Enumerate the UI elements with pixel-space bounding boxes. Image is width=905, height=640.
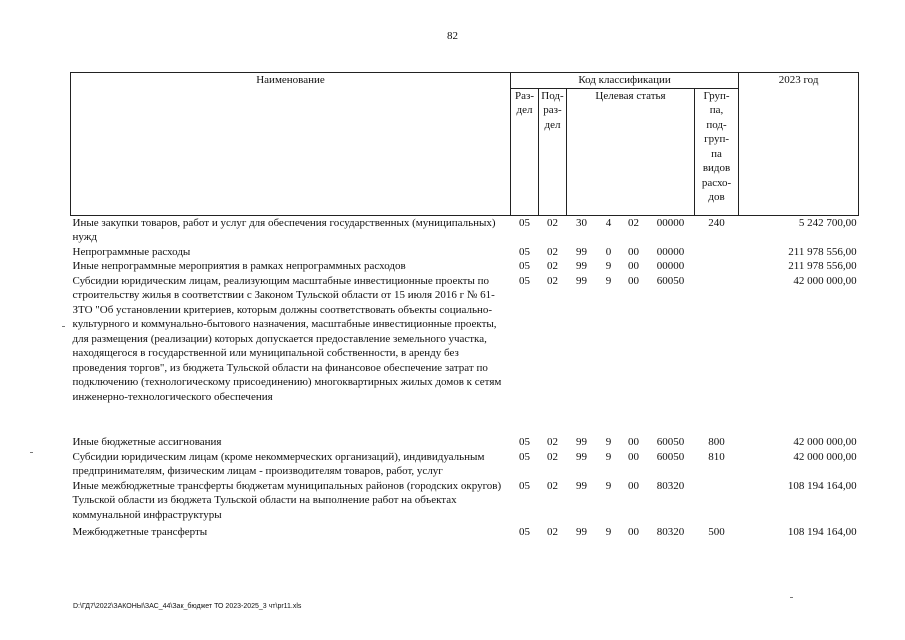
row-target-2: 9: [605, 450, 612, 463]
budget-table: [70, 72, 859, 540]
row-target-2: 0: [605, 245, 612, 258]
table-row: [71, 215, 859, 245]
table-row: [71, 274, 859, 436]
header-group-line: Груп-: [703, 89, 730, 102]
header-podrazdel-line: Под-: [541, 89, 564, 102]
row-target-1: 99: [576, 479, 587, 492]
row-target-1: 99: [576, 245, 587, 258]
row-group: [695, 274, 739, 436]
header-group-line: груп-: [704, 133, 729, 145]
table-row: [71, 522, 859, 540]
row-target-4: 60050: [656, 436, 685, 448]
row-target-4: 60050: [656, 450, 685, 463]
row-name: Субсидии юридическим лицам, реализующим масштабные инвестиционные проекты по строительству жилья в соответствии с Законом Тульской области от 15 июля 2016 г № 61-ЗТО "Об установлении критериев, которым должны соответствовать объекты социально-культурного и коммунально-бытового назначения, масштабные инвестиционные проекты, для размещения (реализации) которых допускается предоставление земельного участка, находящегося в государственной или муниципальной собственности, в аренду без проведения торгов", из бюджета Тульской области на финансовое обеспечение затрат по подключению (технологическому присоединению) многоквартирных жилых домов к сетям инженерно-технологического обеспечения: [72, 274, 502, 403]
row-name: Непрограммные расходы: [72, 245, 191, 258]
row-target-3: 02: [628, 216, 639, 229]
row-podrazdel: 02: [547, 260, 558, 272]
header-podrazdel-line: дел: [544, 118, 561, 131]
row-name: Иные закупки товаров, работ и услуг для обеспечения государственных (муниципальных) нужд: [72, 216, 496, 243]
scan-speck: [62, 326, 65, 327]
row-podrazdel: 02: [547, 479, 558, 492]
row-target-2: 9: [605, 274, 612, 287]
row-target-3: 00: [628, 274, 639, 287]
row-target-3: 00: [628, 436, 639, 448]
table-row: [71, 259, 859, 274]
row-target-1: 99: [576, 260, 587, 272]
header-razdel-line: Раз-: [514, 89, 534, 102]
row-group: [695, 245, 739, 260]
row-target-3: 00: [628, 260, 639, 272]
row-group: [695, 479, 739, 523]
row-podrazdel: 02: [547, 274, 558, 287]
row-name: Субсидии юридическим лицам (кроме некоммерческих организаций), индивидуальным предпринимателям, физическим лицам - производителям товаров, работ, услуг: [72, 450, 485, 477]
row-target-3: 00: [628, 479, 639, 492]
header-razdel-line: дел: [516, 104, 533, 116]
scan-speck: [790, 597, 793, 598]
header-target: Целевая статья: [567, 88, 695, 215]
row-target-3: 00: [628, 450, 639, 463]
row-target-2: 4: [605, 216, 612, 229]
header-group-line: расхо-: [701, 176, 732, 189]
row-amount: 108 194 164,00: [787, 526, 857, 538]
table-row: [71, 479, 859, 523]
row-target-4: 00000: [656, 216, 685, 229]
row-amount: 211 978 556,00: [788, 245, 857, 258]
header-group-line: видов: [702, 162, 731, 174]
row-name: Иные бюджетные ассигнования: [72, 436, 222, 448]
row-name: Межбюджетные трансферты: [72, 526, 208, 538]
header-podrazdel-line: раз-: [543, 104, 562, 116]
row-target-2: 9: [605, 436, 612, 448]
row-target-3: 00: [628, 245, 639, 258]
row-target-1: 99: [576, 274, 587, 287]
header-group-line: па: [711, 147, 722, 160]
row-amount: 211 978 556,00: [788, 260, 857, 272]
row-amount: 5 242 700,00: [798, 216, 857, 229]
header-code-classification: Код классификации: [511, 73, 739, 89]
row-target-4: 00000: [656, 245, 685, 258]
header-group-line: под-: [706, 118, 727, 131]
row-name: Иные межбюджетные трансферты бюджетам муниципальных районов (городских округов) Тульской области из бюджета Тульской области на выполнение работ на объектах коммунальной инфраструктуры: [72, 479, 502, 521]
row-group: 800: [708, 436, 725, 448]
header-podrazdel: [539, 88, 567, 215]
row-target-4: 60050: [656, 274, 685, 287]
row-amount: 42 000 000,00: [793, 436, 857, 448]
header-razdel: [511, 88, 539, 215]
row-podrazdel: 02: [547, 526, 558, 538]
row-target-1: 30: [576, 216, 587, 229]
row-target-2: 9: [605, 479, 612, 492]
row-name: Иные непрограммные мероприятия в рамках непрограммных расходов: [72, 260, 406, 272]
row-target-1: 99: [576, 436, 587, 448]
page-number: 82: [447, 30, 458, 42]
row-target-2: 9: [605, 526, 612, 538]
row-group: [695, 259, 739, 274]
header-group-line: дов: [708, 191, 725, 203]
row-group: 500: [708, 526, 725, 538]
header-group-line: па,: [709, 104, 724, 116]
row-amount: 42 000 000,00: [793, 450, 857, 463]
row-target-3: 00: [628, 526, 639, 538]
row-amount: 108 194 164,00: [787, 479, 857, 492]
table-row: [71, 450, 859, 479]
scan-speck: [30, 452, 33, 453]
row-target-1: 99: [576, 450, 587, 463]
row-razdel: 05: [519, 436, 530, 448]
header-year: 2023 год: [739, 73, 859, 216]
table-row: [71, 245, 859, 260]
row-target-1: 99: [576, 526, 587, 538]
row-podrazdel: 02: [547, 450, 558, 463]
header-group: [695, 88, 739, 215]
row-razdel: 05: [519, 450, 530, 463]
row-razdel: 05: [519, 260, 530, 272]
row-podrazdel: 02: [547, 216, 558, 229]
row-target-4: 00000: [656, 260, 685, 272]
row-amount: 42 000 000,00: [793, 274, 857, 287]
row-group: 240: [708, 216, 725, 229]
row-target-4: 80320: [656, 479, 685, 492]
row-group: 810: [708, 450, 725, 463]
row-razdel: 05: [519, 526, 530, 538]
header-name: Наименование: [71, 73, 511, 216]
row-podrazdel: 02: [547, 245, 558, 258]
row-target-2: 9: [605, 260, 612, 272]
row-target-4: 80320: [656, 526, 685, 538]
row-razdel: 05: [519, 274, 530, 287]
table-row: [71, 435, 859, 450]
footer-file-path: D:\ГД7\2022\ЗАКОНЫ\ЗАС_44\Зак_бюджет ТО 2023-2025_3 чт\pr11.xls: [73, 603, 302, 610]
row-razdel: 05: [519, 245, 530, 258]
row-razdel: 05: [519, 479, 530, 492]
row-podrazdel: 02: [547, 436, 558, 448]
row-razdel: 05: [519, 216, 530, 229]
